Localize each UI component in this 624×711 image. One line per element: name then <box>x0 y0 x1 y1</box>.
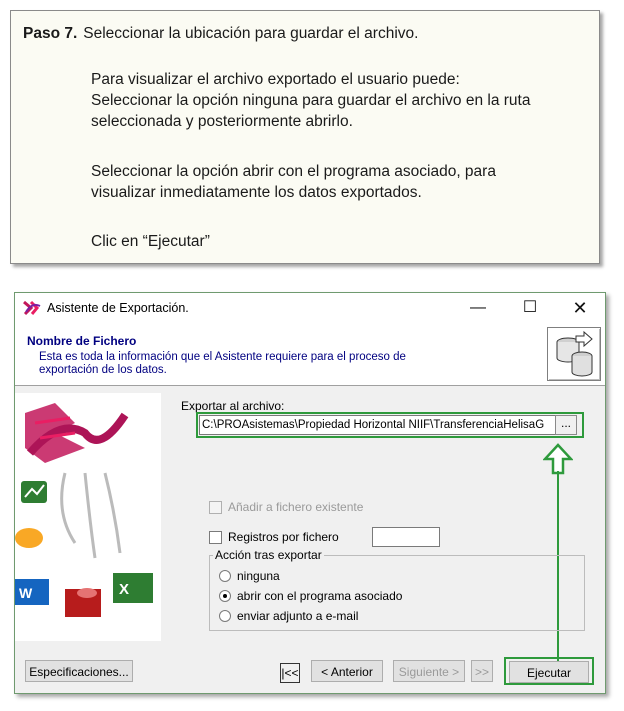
run-button[interactable]: Ejecutar <box>509 661 589 683</box>
step-label: Paso 7. <box>23 25 78 42</box>
window-title: Asistente de Exportación. <box>47 301 189 315</box>
records-per-file-input[interactable] <box>372 527 440 547</box>
para1-line2: Seleccionar la opción ninguna para guardar el archivo en la ruta <box>91 92 531 109</box>
para1-line1: Para visualizar el archivo exportado el usuario puede: <box>91 71 460 88</box>
database-export-icon <box>547 327 601 381</box>
wizard-header <box>15 323 605 386</box>
app-icon <box>23 300 41 316</box>
svg-text:X: X <box>119 581 130 598</box>
para2-line1: Seleccionar la opción abrir con el programa asociado, para <box>91 163 496 180</box>
instruction-paragraph-1 <box>91 69 591 132</box>
append-checkbox[interactable] <box>209 501 222 514</box>
radio-none[interactable] <box>219 570 231 582</box>
minimize-button[interactable]: — <box>470 299 486 316</box>
para2-line2: visualizar inmediatamente los datos exportados. <box>91 184 422 201</box>
records-per-file-label: Registros por fichero <box>228 530 339 544</box>
instruction-paragraph-3: Clic en “Ejecutar” <box>91 233 210 250</box>
radio-open-associated[interactable] <box>219 590 231 602</box>
path-highlight-annotation <box>196 412 584 438</box>
title-bar[interactable] <box>15 293 605 323</box>
instruction-box <box>10 10 600 264</box>
last-page-button[interactable]: >> <box>471 660 493 682</box>
close-button[interactable]: ✕ <box>572 298 588 318</box>
radio-open-associated-label[interactable]: abrir con el programa asociado <box>237 589 403 603</box>
previous-button[interactable]: < Anterior <box>311 660 383 682</box>
para1-line3: seleccionada y posteriormente abrirlo. <box>91 113 353 130</box>
append-label: Añadir a fichero existente <box>228 500 364 514</box>
export-path-label: Exportar al archivo: <box>181 399 285 413</box>
radio-email-label[interactable]: enviar adjunto a e-mail <box>237 609 359 623</box>
next-button[interactable]: Siguiente > <box>393 660 465 682</box>
maximize-button[interactable]: ☐ <box>522 299 538 316</box>
svg-text:W: W <box>19 585 33 601</box>
run-highlight-annotation <box>504 657 594 685</box>
browse-button[interactable]: ... <box>555 415 577 435</box>
step-text: Seleccionar la ubicación para guardar el archivo. <box>83 25 419 42</box>
instruction-paragraph-2 <box>91 161 591 203</box>
export-wizard-window <box>14 292 606 694</box>
specifications-button[interactable]: Especificaciones... <box>25 660 133 682</box>
first-page-button[interactable]: |<< <box>280 663 300 683</box>
radio-none-label[interactable]: ninguna <box>237 569 280 583</box>
header-title: Nombre de Fichero <box>27 334 137 348</box>
export-path-input[interactable]: C:\PROAsistemas\Propiedad Horizontal NIIF\TransferenciaHelisaG <box>199 415 557 435</box>
radio-email[interactable] <box>219 610 231 622</box>
records-per-file-checkbox[interactable] <box>209 531 222 544</box>
post-export-action-legend: Acción tras exportar <box>215 548 322 562</box>
step-heading <box>23 25 418 43</box>
office-apps-illustration <box>15 393 161 641</box>
header-description: Esta es toda la información que el Asistente requiere para el proceso de exportación de los datos. <box>39 351 406 376</box>
